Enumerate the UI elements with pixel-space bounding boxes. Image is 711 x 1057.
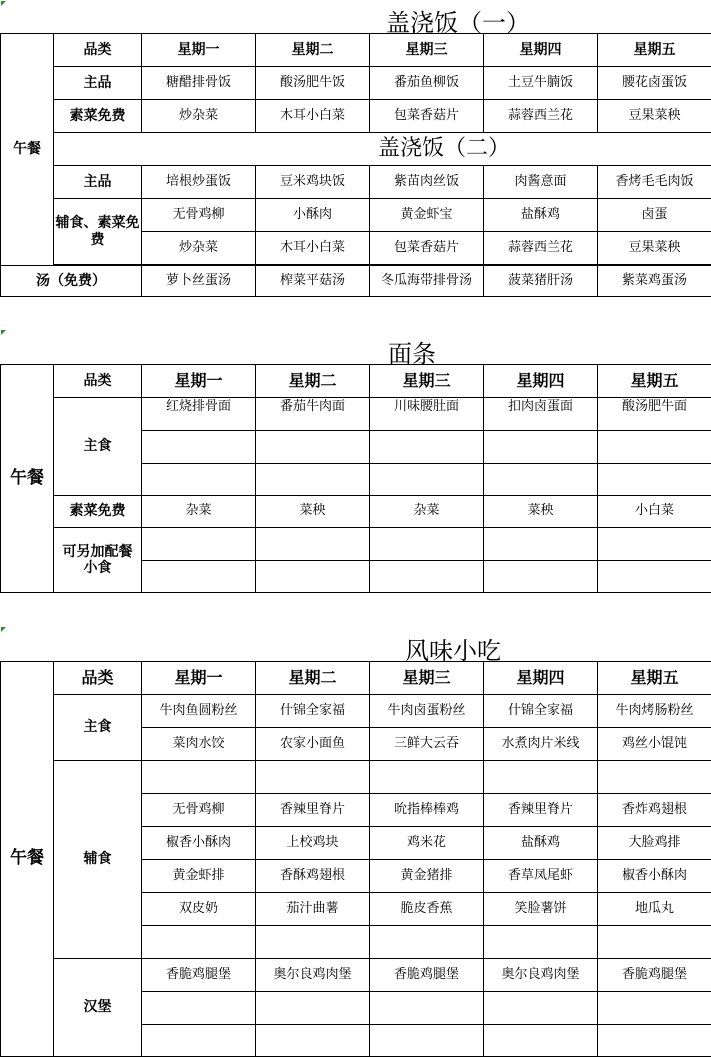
menu-cell: 小酥肉 [256,199,370,232]
category-header: 品类 [54,365,142,398]
empty-cell [598,761,711,794]
menu-cell: 香酥鸡翅根 [256,860,370,893]
empty-cell [142,431,256,464]
menu-cell: 番茄鱼柳饭 [370,67,484,100]
menu-cell: 脆皮香蕉 [370,893,484,926]
side-veg-label: 辅食、素菜免费 [54,199,142,265]
day-header: 星期一 [142,34,256,67]
empty-cell [142,528,256,561]
menu-cell: 菜肉水饺 [142,728,256,761]
soup-label: 汤（免费） [1,266,142,297]
empty-cell [598,431,711,464]
section-title-gaijiaofan-2: 盖浇饭（二） [54,133,711,166]
menu-cell: 豆米鸡块饭 [256,166,370,199]
menu-cell: 椒香小酥肉 [142,827,256,860]
day-header: 星期五 [598,365,711,398]
menu-cell: 炒杂菜 [142,232,256,265]
menu-cell: 香辣里脊片 [484,794,598,827]
empty-cell [142,926,256,959]
menu-cell: 吮指棒棒鸡 [370,794,484,827]
gaijiaofan-table [0,33,711,297]
menu-cell: 腰花卤蛋饭 [598,67,711,100]
menu-cell: 木耳小白菜 [256,232,370,265]
menu-cell: 鸡丝小馄饨 [598,728,711,761]
menu-cell: 菠菜猪肝汤 [484,266,598,297]
extra-snack-label: 可另加配餐小食 [54,528,142,593]
menu-cell: 杂菜 [142,496,256,528]
menu-cell: 炒杂菜 [142,100,256,133]
menu-cell: 无骨鸡柳 [142,199,256,232]
menu-cell: 肉酱意面 [484,166,598,199]
day-header: 星期三 [370,34,484,67]
empty-cell [142,992,256,1025]
empty-cell [484,1025,598,1057]
empty-cell [370,761,484,794]
empty-cell [256,992,370,1025]
noodles-table [0,364,711,593]
category-header: 品类 [54,662,142,695]
veg-free-label: 素菜免费 [54,100,142,133]
menu-cell: 牛肉鱼圆粉丝 [142,695,256,728]
menu-cell: 番茄牛肉面 [256,398,370,431]
menu-cell: 杂菜 [370,496,484,528]
menu-cell: 木耳小白菜 [256,100,370,133]
menu-cell: 椒香小酥肉 [598,860,711,893]
section-title-snacks: 风味小吃 [405,637,501,665]
empty-cell [484,431,598,464]
menu-cell: 什锦全家福 [484,695,598,728]
menu-cell: 培根炒蛋饭 [142,166,256,199]
menu-cell: 扣肉卤蛋面 [484,398,598,431]
empty-cell [142,761,256,794]
day-header: 星期二 [256,662,370,695]
menu-cell: 蒜蓉西兰花 [484,232,598,265]
menu-cell: 牛肉烤肠粉丝 [598,695,711,728]
menu-cell: 包菜香菇片 [370,100,484,133]
day-header: 星期五 [598,34,711,67]
empty-cell [484,926,598,959]
day-header: 星期二 [256,365,370,398]
empty-cell [256,528,370,561]
day-header: 星期二 [256,34,370,67]
veg-free-label: 素菜免费 [54,496,142,528]
menu-cell: 香炸鸡翅根 [598,794,711,827]
empty-cell [256,431,370,464]
empty-cell [256,1025,370,1057]
empty-cell [598,926,711,959]
menu-cell: 红烧排骨面 [142,398,256,431]
menu-cell: 榨菜平菇汤 [256,266,370,297]
empty-cell [598,528,711,561]
menu-cell: 卤蛋 [598,199,711,232]
menu-cell: 什锦全家福 [256,695,370,728]
menu-cell: 香脆鸡腿堡 [370,959,484,992]
menu-cell: 鸡米花 [370,827,484,860]
menu-cell: 笑脸薯饼 [484,893,598,926]
menu-cell: 紫菜鸡蛋汤 [598,266,711,297]
menu-cell: 川味腰肚面 [370,398,484,431]
category-header: 品类 [54,34,142,67]
empty-cell [370,1025,484,1057]
day-header: 星期三 [370,662,484,695]
menu-cell: 酸汤肥牛饭 [256,67,370,100]
empty-cell [484,561,598,593]
day-header: 星期一 [142,662,256,695]
empty-cell [256,561,370,593]
empty-cell [484,528,598,561]
menu-cell: 黄金虾排 [142,860,256,893]
day-header: 星期三 [370,365,484,398]
menu-cell: 萝卜丝蛋汤 [142,266,256,297]
menu-cell: 黄金猪排 [370,860,484,893]
menu-cell: 水煮肉片米线 [484,728,598,761]
cell-marker-icon [1,330,6,335]
empty-cell [142,561,256,593]
staple-label: 主食 [54,695,142,761]
empty-cell [598,1025,711,1057]
empty-cell [598,561,711,593]
meal-label: 午餐 [1,34,54,266]
menu-cell: 双皮奶 [142,893,256,926]
empty-cell [598,992,711,1025]
empty-cell [142,464,256,496]
main-label: 主品 [54,166,142,199]
day-header: 星期一 [142,365,256,398]
menu-cell: 香辣里脊片 [256,794,370,827]
menu-cell: 糖醋排骨饭 [142,67,256,100]
section-title-gaijiaofan-1: 盖浇饭（一） [386,9,530,37]
empty-cell [370,464,484,496]
menu-cell: 茄汁曲薯 [256,893,370,926]
snacks-table [0,661,711,1057]
burger-label: 汉堡 [54,959,142,1057]
menu-cell: 豆果菜秧 [598,232,711,265]
menu-cell: 上校鸡块 [256,827,370,860]
menu-cell: 农家小面鱼 [256,728,370,761]
menu-cell: 紫苗肉丝饭 [370,166,484,199]
menu-cell: 地瓜丸 [598,893,711,926]
menu-cell: 土豆牛腩饭 [484,67,598,100]
empty-cell [484,464,598,496]
empty-cell [370,926,484,959]
menu-cell: 豆果菜秧 [598,100,711,133]
menu-cell: 三鲜大云吞 [370,728,484,761]
menu-cell: 蒜蓉西兰花 [484,100,598,133]
menu-cell: 牛肉卤蛋粉丝 [370,695,484,728]
menu-cell: 无骨鸡柳 [142,794,256,827]
empty-cell [256,926,370,959]
menu-cell: 盐酥鸡 [484,199,598,232]
staple-label: 主食 [54,398,142,496]
menu-cell: 包菜香菇片 [370,232,484,265]
menu-cell: 大脸鸡排 [598,827,711,860]
menu-cell: 香草凤尾虾 [484,860,598,893]
meal-label: 午餐 [1,662,54,1057]
empty-cell [256,464,370,496]
menu-cell: 盐酥鸡 [484,827,598,860]
menu-cell: 奥尔良鸡肉堡 [256,959,370,992]
empty-cell [484,761,598,794]
empty-cell [370,561,484,593]
side-label: 辅食 [54,761,142,959]
day-header: 星期四 [484,34,598,67]
empty-cell [484,992,598,1025]
menu-cell: 黄金虾宝 [370,199,484,232]
menu-cell: 冬瓜海带排骨汤 [370,266,484,297]
menu-cell: 菜秧 [256,496,370,528]
cell-marker-icon [1,627,6,632]
empty-cell [370,431,484,464]
empty-cell [598,464,711,496]
menu-cell: 香烤毛毛肉饭 [598,166,711,199]
empty-cell [256,761,370,794]
menu-cell: 奥尔良鸡肉堡 [484,959,598,992]
empty-cell [142,1025,256,1057]
menu-cell: 香脆鸡腿堡 [598,959,711,992]
menu-cell: 酸汤肥牛面 [598,398,711,431]
menu-cell: 香脆鸡腿堡 [142,959,256,992]
section-title-noodles: 面条 [388,340,436,368]
day-header: 星期五 [598,662,711,695]
cell-marker-icon [1,1,6,6]
empty-cell [370,528,484,561]
empty-cell [370,992,484,1025]
day-header: 星期四 [484,662,598,695]
main-label: 主品 [54,67,142,100]
menu-cell: 小白菜 [598,496,711,528]
meal-label: 午餐 [1,365,54,593]
menu-cell: 菜秧 [484,496,598,528]
day-header: 星期四 [484,365,598,398]
